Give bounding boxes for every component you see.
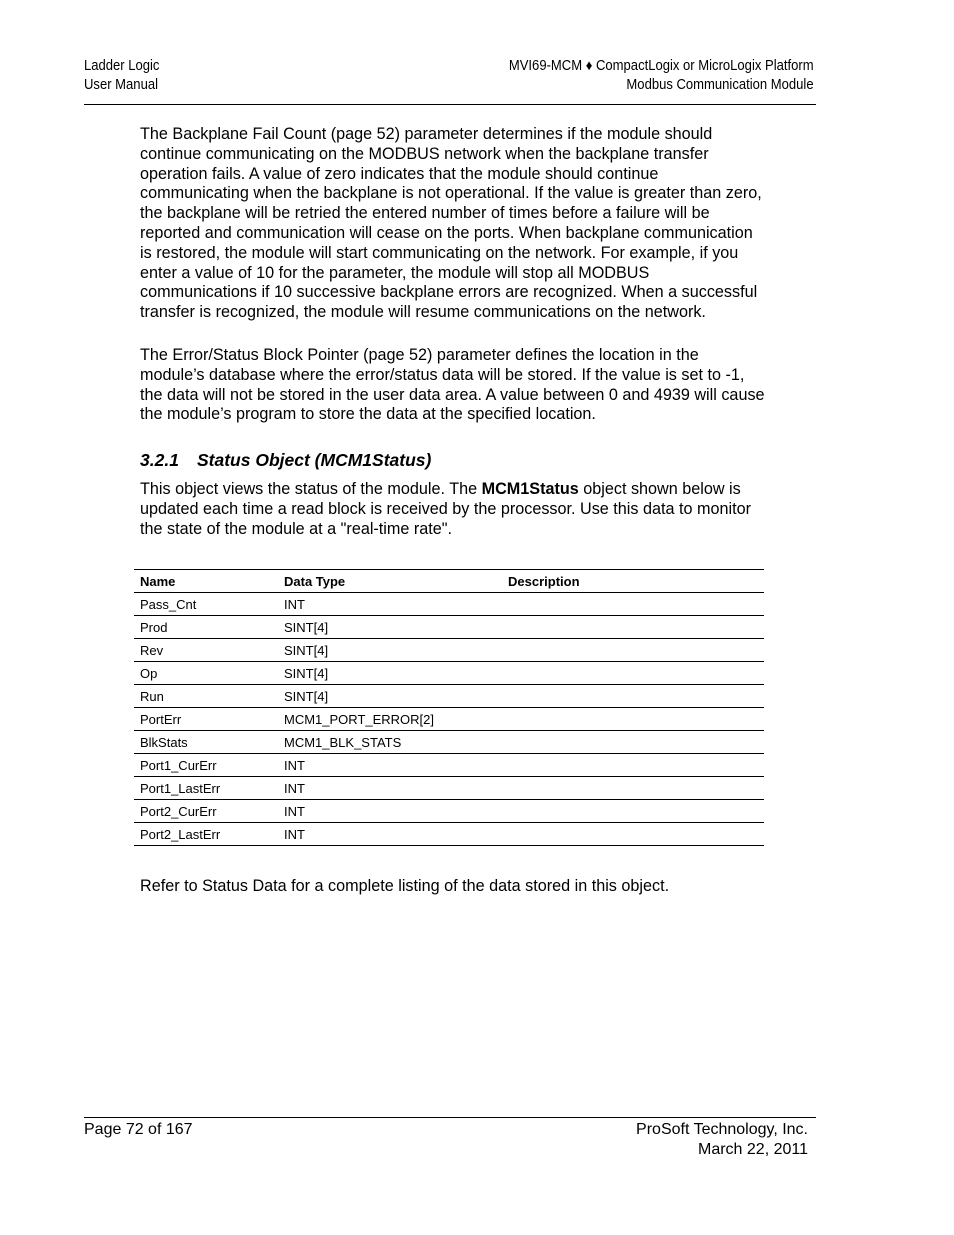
column-header-description: Description — [502, 570, 764, 593]
footer-date: March 22, 2011 — [698, 1140, 808, 1158]
table-row — [134, 616, 764, 639]
header-doc-type: User Manual — [84, 77, 158, 93]
table-row — [134, 662, 764, 685]
header-module: Modbus Communication Module — [626, 77, 814, 93]
status-object-table — [134, 569, 764, 846]
table-row — [134, 685, 764, 708]
cell-description — [502, 800, 764, 823]
table-row — [134, 800, 764, 823]
cell-name: Op — [134, 662, 278, 685]
column-header-data-type: Data Type — [278, 570, 502, 593]
header-left — [84, 57, 159, 95]
cell-description — [502, 754, 764, 777]
cell-name: Port2_LastErr — [134, 823, 278, 846]
cell-data-type: INT — [278, 800, 502, 823]
cell-name: Port2_CurErr — [134, 800, 278, 823]
cell-name: BlkStats — [134, 731, 278, 754]
cell-data-type: SINT[4] — [278, 685, 502, 708]
cell-name: Run — [134, 685, 278, 708]
footer-divider — [84, 1117, 816, 1118]
intro-text-after: object shown below is updated each time a read block is received by the processor. Use this data to monitor the state of the module at a "real-time rate". — [140, 480, 751, 538]
error-status-paragraph: The Error/Status Block Pointer (page 52) parameter defines the location in the module’s database where the error/status data will be stored. If the value is set to -1, the data will not be stored in the user data area. A value between 0 and 4939 will cause the module’s program to store the data at the specified location. — [140, 346, 765, 424]
header-chapter: Ladder Logic — [84, 58, 160, 74]
cell-data-type: MCM1_PORT_ERROR[2] — [278, 708, 502, 731]
cell-description — [502, 731, 764, 754]
refer-paragraph: Refer to Status Data for a complete listing of the data stored in this object. — [140, 877, 670, 895]
cell-description — [502, 593, 764, 616]
intro-paragraph — [140, 480, 765, 539]
table-row — [134, 731, 764, 754]
cell-data-type: SINT[4] — [278, 616, 502, 639]
cell-name: PortErr — [134, 708, 278, 731]
cell-data-type: INT — [278, 593, 502, 616]
cell-data-type: INT — [278, 823, 502, 846]
header-right — [509, 57, 814, 95]
cell-name: Prod — [134, 616, 278, 639]
cell-description — [502, 823, 764, 846]
table-row — [134, 754, 764, 777]
page-number: Page 72 of 167 — [84, 1121, 193, 1138]
section-number: 3.2.1 — [140, 450, 179, 470]
cell-description — [502, 662, 764, 685]
table-header-row — [134, 570, 764, 593]
cell-description — [502, 639, 764, 662]
cell-data-type: MCM1_BLK_STATS — [278, 731, 502, 754]
intro-object-name: MCM1Status — [481, 480, 579, 498]
cell-data-type: SINT[4] — [278, 662, 502, 685]
cell-name: Port1_CurErr — [134, 754, 278, 777]
cell-description — [502, 708, 764, 731]
header-product: MVI69-MCM ♦ CompactLogix or MicroLogix Platform — [509, 58, 814, 74]
cell-data-type: INT — [278, 754, 502, 777]
table-row — [134, 708, 764, 731]
footer-company: ProSoft Technology, Inc. — [636, 1121, 808, 1138]
cell-data-type: INT — [278, 777, 502, 800]
section-heading — [140, 450, 431, 471]
header-divider — [84, 104, 816, 105]
cell-description — [502, 685, 764, 708]
section-title: Status Object (MCM1Status) — [197, 450, 432, 470]
footer-right — [636, 1120, 808, 1159]
table-row — [134, 777, 764, 800]
cell-name: Rev — [134, 639, 278, 662]
table-row — [134, 593, 764, 616]
backplane-paragraph: The Backplane Fail Count (page 52) parameter determines if the module should continue communicating on the MODBUS network when the backplane transfer operation fails. A value of zero indicates that the module should continue communicating when the backplane is not operational. If the value is greater than zero, the backplane will be retried the entered number of times before a failure will be reported and communication will cease on the ports. When backplane communication is restored, the module will start communicating on the network. For example, if you enter a value of 10 for the parameter, the module will stop all MODBUS communications if 10 successive backplane errors are recognized. When a successful transfer is recognized, the module will resume communications on the network. — [140, 125, 762, 322]
cell-name: Pass_Cnt — [134, 593, 278, 616]
table-row — [134, 639, 764, 662]
intro-text-before: This object views the status of the module. The — [140, 480, 482, 498]
column-header-name: Name — [134, 570, 278, 593]
cell-data-type: SINT[4] — [278, 639, 502, 662]
table-row — [134, 823, 764, 846]
cell-description — [502, 616, 764, 639]
cell-description — [502, 777, 764, 800]
cell-name: Port1_LastErr — [134, 777, 278, 800]
